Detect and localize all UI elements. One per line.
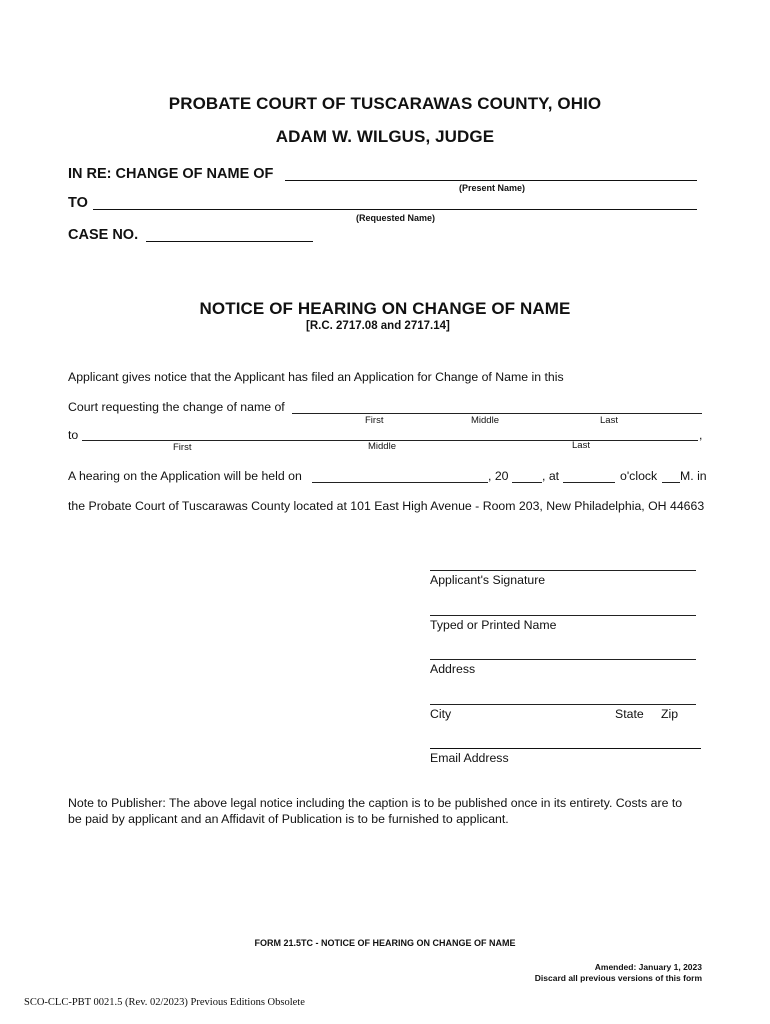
current-name-line[interactable] xyxy=(292,413,702,414)
hearing-m-in: M. in xyxy=(680,469,707,483)
zip-label: Zip xyxy=(661,707,679,721)
case-no-label: CASE NO. xyxy=(68,227,139,243)
hearing-at: , at xyxy=(542,469,560,483)
current-last-label: Last xyxy=(600,415,618,426)
intro-text: Applicant gives notice that the Applicant has filed an Application for Change of Name in this xyxy=(68,370,564,384)
new-last-label: Last xyxy=(572,440,590,451)
new-middle-label: Middle xyxy=(368,441,396,452)
signature-line[interactable] xyxy=(430,570,696,571)
typed-name-line[interactable] xyxy=(430,615,696,616)
publisher-note-line1: Note to Publisher: The above legal notice including the caption is to be published once in its entirety. Costs are to xyxy=(68,796,683,810)
court-title: PROBATE COURT OF TUSCARAWAS COUNTY, OHIO xyxy=(168,94,602,113)
in-re-label: IN RE: CHANGE OF NAME OF xyxy=(68,166,274,182)
to-text: to xyxy=(68,428,79,442)
email-label: Email Address xyxy=(430,751,509,765)
notice-citation: [R.C. 2717.08 and 2717.14] xyxy=(306,320,450,332)
state-label: State xyxy=(615,707,644,721)
hearing-ampm-line[interactable] xyxy=(662,482,680,483)
requesting-text: Court requesting the change of name of xyxy=(68,400,285,414)
current-first-label: First xyxy=(365,415,384,426)
current-middle-label: Middle xyxy=(471,415,499,426)
email-line[interactable] xyxy=(430,748,701,749)
publisher-note-line2: be paid by applicant and an Affidavit of Publication is to be furnished to applicant. xyxy=(68,812,509,826)
hearing-year-prefix: , 20 xyxy=(488,469,509,483)
present-name-label: (Present Name) xyxy=(459,183,526,193)
form-code: SCO-CLC-PBT 0021.5 (Rev. 02/2023) Previous Editions Obsolete xyxy=(24,997,305,1008)
hearing-date-line[interactable] xyxy=(312,482,488,483)
signature-label: Applicant's Signature xyxy=(430,573,546,587)
hearing-year-line[interactable] xyxy=(512,482,542,483)
city-label: City xyxy=(430,707,452,721)
hearing-prefix: A hearing on the Application will be held on xyxy=(68,469,302,483)
amended-date: Amended: January 1, 2023 xyxy=(594,962,702,972)
form-title: FORM 21.5TC - NOTICE OF HEARING ON CHANGE OF NAME xyxy=(254,938,516,948)
city-line[interactable] xyxy=(430,704,696,705)
address-label: Address xyxy=(430,662,476,676)
typed-name-label: Typed or Printed Name xyxy=(430,618,557,632)
to-label: TO xyxy=(68,195,88,211)
case-no-line[interactable] xyxy=(146,241,313,242)
address-line[interactable] xyxy=(430,659,696,660)
to-comma: , xyxy=(699,428,703,442)
hearing-oclock: o'clock xyxy=(620,469,658,483)
new-first-label: First xyxy=(173,442,192,453)
judge-title: ADAM W. WILGUS, JUDGE xyxy=(275,127,495,146)
present-name-line[interactable] xyxy=(285,180,697,181)
location-text: the Probate Court of Tuscarawas County located at 101 East High Avenue - Room 203, New Philadelphia, OH 44663 xyxy=(68,499,705,513)
requested-name-line[interactable] xyxy=(93,209,697,210)
hearing-time-line[interactable] xyxy=(563,482,615,483)
discard-note: Discard all previous versions of this form xyxy=(534,973,702,983)
notice-title: NOTICE OF HEARING ON CHANGE OF NAME xyxy=(199,299,571,318)
requested-name-label: (Requested Name) xyxy=(356,213,436,223)
